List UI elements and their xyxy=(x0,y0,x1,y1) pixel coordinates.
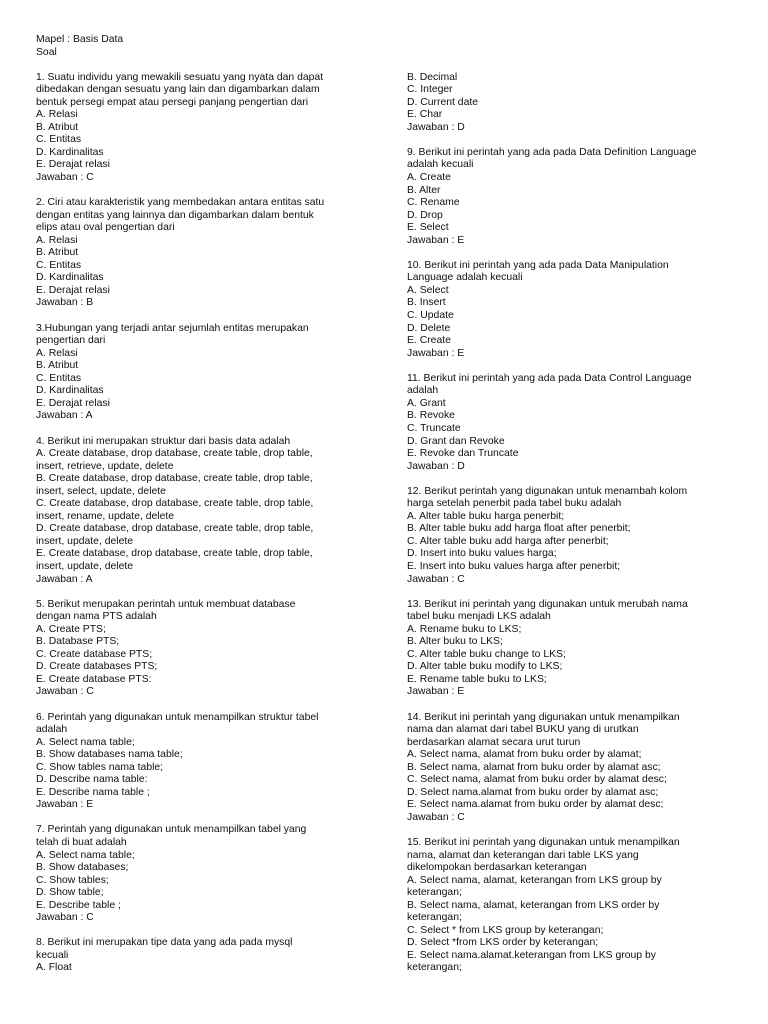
question-text-line: insert, retrieve, update, delete xyxy=(36,460,174,472)
right-top-spacer xyxy=(407,47,732,60)
answer-option-line: D. Kardinalitas xyxy=(36,146,104,158)
answer-option-line: A. Select xyxy=(407,284,449,296)
question-spacer xyxy=(407,473,732,486)
answer-key-line: Jawaban : C xyxy=(36,912,94,924)
answer-option-line: D. Create databases PTS; xyxy=(36,661,158,673)
answer-option-line: E. Create xyxy=(407,335,451,347)
answer-option-line: A. Select nama table; xyxy=(36,736,135,748)
answer-option-line: C. Select nama, alamat from buku order by alamat desc; xyxy=(407,774,667,786)
answer-option-line: E. Insert into buku values harga after penerbit; xyxy=(407,560,621,572)
answer-option-line: E. Select nama.alamat.keterangan from LKS group by xyxy=(407,949,656,961)
question-text-line: keterangan; xyxy=(407,912,462,924)
question-text-line: pengertian dari xyxy=(36,335,106,347)
answer-key-line: Jawaban : A xyxy=(36,573,93,585)
answer-key-line: Jawaban : C xyxy=(407,573,465,585)
question-text-line: nama, alamat dan keterangan dari table LKS yang xyxy=(407,849,639,861)
question-text-line: 6. Perintah yang digunakan untuk menampilkan struktur tabel xyxy=(36,711,319,723)
question-text-line: kecuali xyxy=(36,949,69,961)
question-text-line: 9. Berikut ini perintah yang ada pada Data Definition Language xyxy=(407,146,697,158)
answer-option-line: B. Alter buku to LKS; xyxy=(407,636,503,648)
answer-option-line: A. Relasi xyxy=(36,347,78,359)
answer-option-line: E. Derajat relasi xyxy=(36,284,110,296)
question-spacer xyxy=(407,699,732,712)
question-text-line: telah di buat adalah xyxy=(36,837,127,848)
question-spacer xyxy=(36,185,371,198)
answer-option-line: A. Select nama, alamat from buku order by alamat; xyxy=(407,749,642,761)
answer-option-line: B. Select nama, alamat, keterangan from LKS order by xyxy=(407,899,660,911)
question-text-line: dibedakan dengan sesuatu yang lain dan digambarkan dalam xyxy=(36,84,320,96)
answer-option-line: B. Alter xyxy=(407,184,441,196)
question-text-line: insert, select, update, delete xyxy=(36,485,166,497)
question-text-line: 4. Berikut ini merupakan struktur dari basis data adalah xyxy=(36,435,291,447)
question-text-line: adalah kecuali xyxy=(407,159,474,171)
question-text-line: 11. Berikut ini perintah yang ada pada Data Control Language xyxy=(407,372,692,384)
answer-option-line: A. Select nama table; xyxy=(36,849,135,861)
question-text-line: 13. Berikut ini perintah yang digunakan untuk merubah nama xyxy=(407,598,688,610)
answer-option-line: C. Show tables; xyxy=(36,874,109,886)
answer-option-line: D. Alter table buku modify to LKS; xyxy=(407,661,563,673)
answer-key-line: Jawaban : C xyxy=(36,686,94,698)
question-text-line: 12. Berikut perintah yang digunakan untuk menambah kolom xyxy=(407,485,688,497)
answer-option-line: A. Rename buku to LKS; xyxy=(407,623,522,635)
answer-option-line: D. Grant dan Revoke xyxy=(407,435,505,447)
answer-option-line: C. Truncate xyxy=(407,422,461,434)
question-spacer xyxy=(36,423,371,436)
question-text-line: 3.Hubungan yang terjadi antar sejumlah entitas merupakan xyxy=(36,322,309,334)
answer-key-line: Jawaban : E xyxy=(407,686,465,698)
answer-option-line: B. Show databases nama table; xyxy=(36,749,183,761)
answer-option-line: E. Describe table ; xyxy=(36,899,121,911)
answer-option-line: C. Entitas xyxy=(36,259,82,271)
answer-key-line: Jawaban : D xyxy=(407,121,465,133)
question-text-line: insert, update, delete xyxy=(36,535,134,547)
question-text-line: dengan nama PTS adalah xyxy=(36,611,157,623)
answer-option-line: C. Integer xyxy=(407,84,453,96)
question-spacer xyxy=(36,812,371,825)
header-spacer xyxy=(36,59,371,72)
answer-option-line: A. Select nama, alamat, keterangan from LKS group by xyxy=(407,874,662,886)
question-text-line: 7. Perintah yang digunakan untuk menampilkan tabel yang xyxy=(36,824,307,836)
answer-option-line: A. Create xyxy=(407,172,451,184)
answer-option-line: C. Rename xyxy=(407,197,460,209)
answer-key-line: Jawaban : C xyxy=(36,172,94,184)
answer-option-line: C. Entitas xyxy=(36,134,82,146)
right-top-spacer xyxy=(407,34,732,47)
answer-option-line: C. Select * from LKS group by keterangan; xyxy=(407,924,604,936)
question-text-line: 14. Berikut ini perintah yang digunakan untuk menampilkan xyxy=(407,711,680,723)
answer-option-line: C. Create database PTS; xyxy=(36,648,153,660)
answer-key-line: Jawaban : E xyxy=(407,347,465,359)
answer-option-line: C. Create database, drop database, create table, drop table, xyxy=(36,498,314,510)
answer-option-line: B. Atribut xyxy=(36,247,79,259)
question-spacer xyxy=(407,360,732,373)
question-text-line: 1. Suatu individu yang mewakili sesuatu yang nyata dan dapat xyxy=(36,71,324,83)
answer-option-line: D. Describe nama table: xyxy=(36,774,148,786)
question-text-line: bentuk persegi empat atau persegi panjang pengertian dari xyxy=(36,96,309,108)
question-text-line: elips atau oval pengertian dari xyxy=(36,222,175,234)
answer-option-line: D. Show table; xyxy=(36,887,104,899)
question-spacer xyxy=(407,134,732,147)
question-text-line: harga setelah penerbit pada tabel buku adalah xyxy=(407,498,622,510)
question-spacer xyxy=(36,699,371,712)
answer-option-line: E. Revoke dan Truncate xyxy=(407,448,519,460)
right-question-list xyxy=(407,72,732,975)
question-text-line: tabel buku menjadi LKS adalah xyxy=(407,611,551,623)
question-text-line: keterangan; xyxy=(407,962,462,974)
answer-option-line: D. Kardinalitas xyxy=(36,272,104,284)
answer-key-line: Jawaban : B xyxy=(36,297,94,309)
left-question-list xyxy=(36,72,371,975)
question-text-line: nama dan alamat dari tabel BUKU yang di urutkan xyxy=(407,724,639,736)
answer-option-line: C. Alter table buku change to LKS; xyxy=(407,648,566,660)
answer-option-line: B. Decimal xyxy=(407,71,458,83)
question-text-line: dikelompokan berdasarkan keterangan xyxy=(407,862,587,874)
answer-option-line: D. Insert into buku values harga; xyxy=(407,548,557,560)
question-text-line: berdasarkan alamat secara urut turun xyxy=(407,736,581,748)
question-text-line: 10. Berikut ini perintah yang ada pada Data Manipulation xyxy=(407,259,669,271)
answer-key-line: Jawaban : E xyxy=(407,234,465,246)
answer-option-line: C. Entitas xyxy=(36,372,82,384)
question-text-line: Language adalah kecuali xyxy=(407,272,523,284)
answer-option-line: D. Current date xyxy=(407,96,479,108)
answer-option-line: E. Create database PTS: xyxy=(36,673,152,685)
answer-option-line: A. Relasi xyxy=(36,234,78,246)
answer-option-line: D. Kardinalitas xyxy=(36,385,104,397)
answer-option-line: D. Select nama.alamat from buku order by alamat asc; xyxy=(407,786,659,798)
question-text-line: adalah xyxy=(407,385,439,397)
answer-option-line: B. Revoke xyxy=(407,410,455,422)
answer-option-line: B. Atribut xyxy=(36,121,79,133)
answer-option-line: A. Float xyxy=(36,962,72,974)
answer-option-line: D. Select *from LKS order by keterangan; xyxy=(407,937,599,949)
question-text-line: 8. Berikut ini merupakan tipe data yang ada pada mysql xyxy=(36,937,293,949)
answer-option-line: E. Rename table buku to LKS; xyxy=(407,673,547,685)
answer-option-line: A. Relasi xyxy=(36,109,78,121)
answer-key-line: Jawaban : C xyxy=(407,811,465,823)
answer-option-line: B. Create database, drop database, create table, drop table, xyxy=(36,473,313,485)
question-spacer xyxy=(407,586,732,599)
question-text-line: 5. Berikut merupakan perintah untuk membuat database xyxy=(36,598,296,610)
question-text-line: 2. Ciri atau karakteristik yang membedakan antara entitas satu xyxy=(36,197,325,209)
answer-option-line: E. Char xyxy=(407,109,443,121)
right-top-spacer xyxy=(407,59,732,72)
answer-option-line: E. Derajat relasi xyxy=(36,159,110,171)
answer-option-line: D. Create database, drop database, create table, drop table, xyxy=(36,523,314,535)
section-label: Soal xyxy=(36,46,57,58)
answer-option-line: A. Create PTS; xyxy=(36,623,106,635)
answer-option-line: B. Atribut xyxy=(36,360,79,372)
question-spacer xyxy=(36,925,371,938)
answer-option-line: E. Describe nama table ; xyxy=(36,786,150,798)
answer-option-line: D. Delete xyxy=(407,322,451,334)
answer-option-line: E. Derajat relasi xyxy=(36,397,110,409)
answer-option-line: B. Database PTS; xyxy=(36,636,120,648)
right-column xyxy=(407,34,732,975)
answer-option-line: C. Update xyxy=(407,310,454,322)
question-text-line: insert, update, delete xyxy=(36,560,134,572)
question-text-line: keterangan; xyxy=(407,887,462,899)
answer-option-line: C. Alter table buku add harga after penerbit; xyxy=(407,535,609,547)
question-text-line: dengan entitas yang lainnya dan digambarkan dalam bentuk xyxy=(36,209,314,221)
answer-option-line: C. Show tables nama table; xyxy=(36,761,164,773)
answer-option-line: A. Create database, drop database, create table, drop table, xyxy=(36,448,313,460)
answer-option-line: A. Grant xyxy=(407,397,446,409)
question-spacer xyxy=(36,586,371,599)
question-spacer xyxy=(407,824,732,837)
answer-option-line: B. Insert xyxy=(407,297,446,309)
subject-line: Mapel : Basis Data xyxy=(36,34,124,45)
answer-option-line: A. Alter table buku harga penerbit; xyxy=(407,510,565,522)
answer-option-line: E. Select xyxy=(407,222,449,234)
left-column xyxy=(36,34,371,975)
answer-option-line: E. Select nama.alamat from buku order by alamat desc; xyxy=(407,799,664,811)
question-text-line: adalah xyxy=(36,724,68,736)
answer-option-line: B. Select nama, alamat from buku order by alamat asc; xyxy=(407,761,661,773)
question-text-line: 15. Berikut ini perintah yang digunakan untuk menampilkan xyxy=(407,837,680,848)
answer-key-line: Jawaban : E xyxy=(36,799,94,811)
question-spacer xyxy=(36,310,371,323)
answer-key-line: Jawaban : D xyxy=(407,460,465,472)
answer-key-line: Jawaban : A xyxy=(36,410,93,422)
answer-option-line: D. Drop xyxy=(407,209,443,221)
question-text-line: insert, rename, update, delete xyxy=(36,510,175,522)
question-spacer xyxy=(407,247,732,260)
answer-option-line: B. Alter table buku add harga float after penerbit; xyxy=(407,523,631,535)
answer-option-line: B. Show databases; xyxy=(36,862,129,874)
answer-option-line: E. Create database, drop database, create table, drop table, xyxy=(36,548,313,560)
